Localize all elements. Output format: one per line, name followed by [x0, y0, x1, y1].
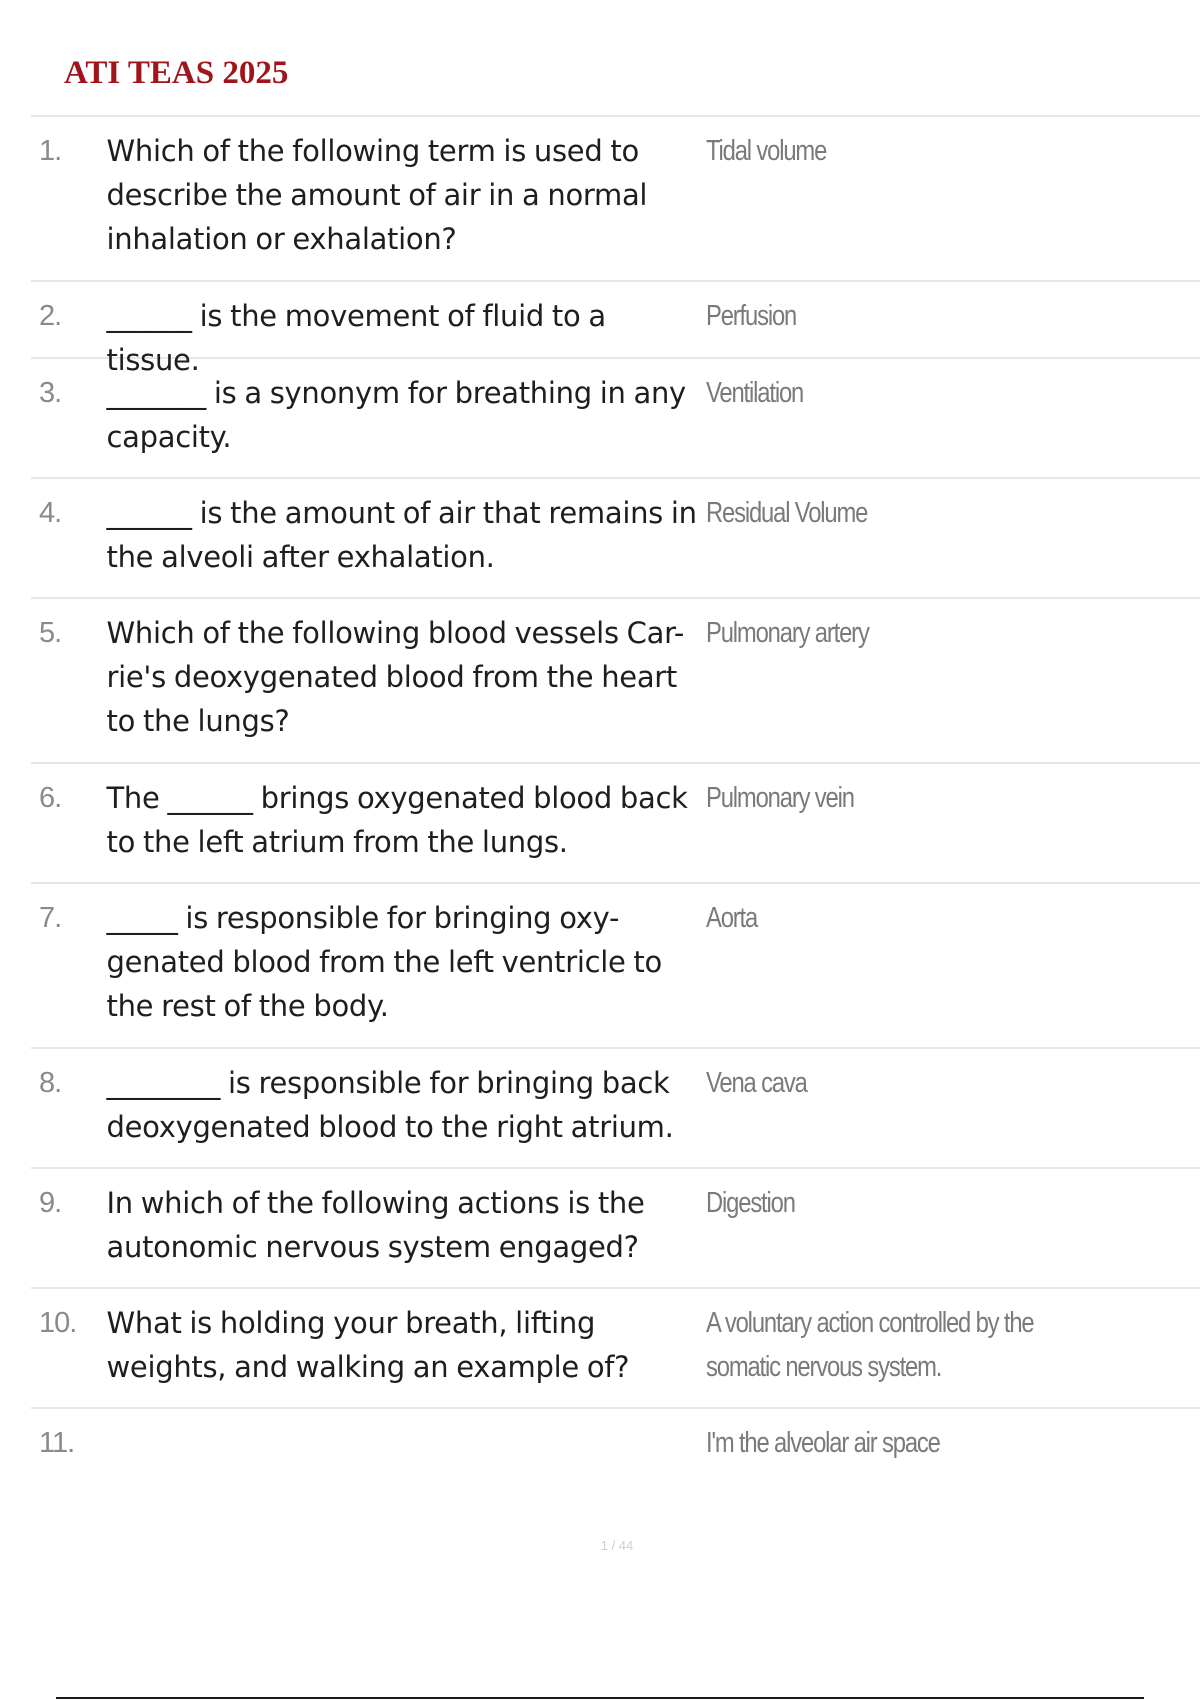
question-text: Which of the following blood vessels Car-rie's deoxygenated blood from the heart to the lungs?	[106, 616, 685, 738]
table-row	[31, 762, 1200, 882]
question-number: 9.	[39, 1187, 62, 1219]
answer-text: Aorta	[705, 902, 757, 934]
answer-text: Pulmonary vein	[705, 782, 854, 814]
answer-text: Tidal volume	[705, 135, 826, 167]
question-text: What is holding your breath, lifting weights, and walking an example of?	[106, 1306, 630, 1384]
answer-text: Vena cava	[705, 1067, 807, 1099]
question-text: _______ is a synonym for breathing in any capacity.	[106, 376, 686, 454]
question-text: ______ is the amount of air that remains in the alveoli after exhalation.	[106, 496, 697, 574]
question-number: 10.	[39, 1307, 77, 1339]
flashcard-table	[31, 115, 1200, 1497]
footer-divider	[56, 1697, 1144, 1699]
table-row	[31, 477, 1200, 597]
answer-text: Digestion	[705, 1187, 795, 1219]
answer-text: A voluntary action controlled by the somatic nervous system.	[705, 1307, 1034, 1383]
table-row	[31, 597, 1200, 762]
question-number: 6.	[39, 782, 62, 814]
table-row	[31, 1407, 1200, 1497]
table-row	[31, 1287, 1200, 1407]
question-number: 3.	[39, 377, 62, 409]
question-number: 5.	[39, 617, 62, 649]
question-number: 11.	[39, 1427, 75, 1459]
question-text: Which of the following term is used to describe the amount of air in a normal inhalation or exhalation?	[106, 134, 648, 256]
question-number: 1.	[39, 135, 62, 167]
question-text: ______ is the movement of fluid to a tissue.	[106, 299, 606, 377]
question-text: ________ is responsible for bringing back deoxygenated blood to the right atrium.	[106, 1066, 674, 1144]
answer-text: Residual Volume	[705, 497, 867, 529]
document-title: ATI TEAS 2025	[64, 55, 289, 91]
question-number: 4.	[39, 497, 62, 529]
table-row	[31, 882, 1200, 1047]
table-row	[31, 357, 1200, 477]
answer-text: Perfusion	[705, 300, 796, 332]
answer-text: Ventilation	[705, 377, 803, 409]
page-number: 1 / 44	[600, 1538, 634, 1553]
question-text: The ______ brings oxygenated blood back to the left atrium from the lungs.	[106, 781, 688, 859]
question-text: In which of the following actions is the autonomic nervous system engaged?	[106, 1186, 645, 1264]
answer-text: I'm the alveolar air space	[705, 1427, 940, 1459]
table-row	[31, 280, 1200, 377]
question-number: 7.	[39, 902, 62, 934]
question-number: 2.	[39, 300, 62, 332]
table-row	[31, 1167, 1200, 1287]
answer-text: Pulmonary artery	[705, 617, 869, 649]
question-number: 8.	[39, 1067, 62, 1099]
question-text: _____ is responsible for bringing oxy-genated blood from the left ventricle to the rest of the body.	[106, 901, 662, 1023]
table-row	[31, 115, 1200, 280]
table-row	[31, 1047, 1200, 1167]
